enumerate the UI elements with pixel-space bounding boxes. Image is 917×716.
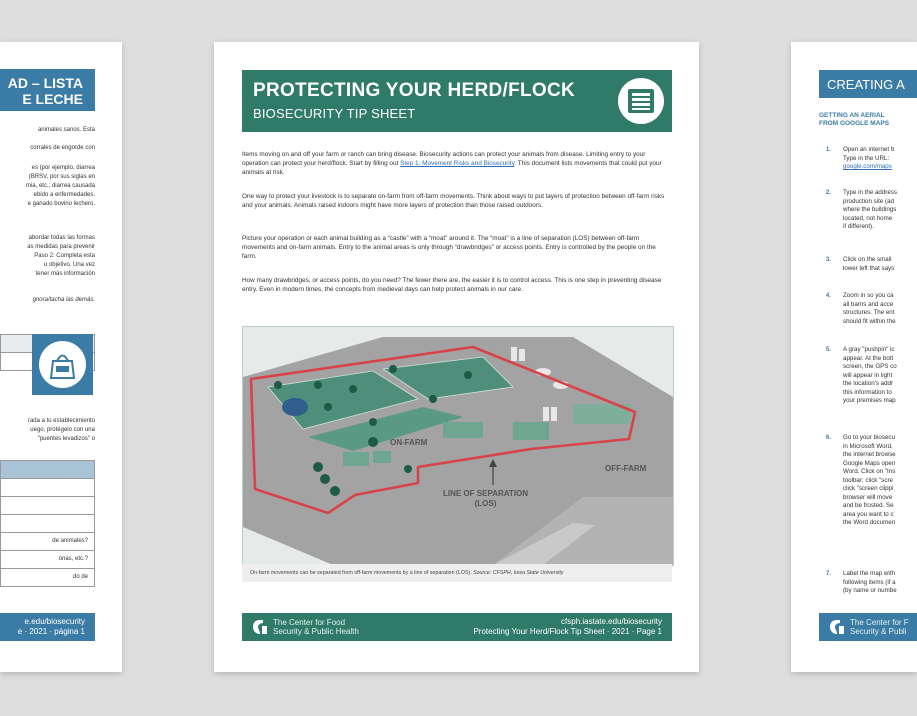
left-text-line: animales sanos. Esta — [37, 127, 95, 133]
los-label-line1: LINE OF SEPARATION — [443, 489, 529, 498]
right-page-preview[interactable] — [791, 42, 917, 672]
list-line: click "screen clippi — [843, 485, 894, 492]
list-number: 2. — [825, 189, 831, 196]
table-cell — [1, 478, 94, 496]
footer-website: cfsph.iastate.edu/biosecurity — [561, 617, 662, 626]
list-number: 1. — [825, 146, 831, 153]
list-line: A gray "pushpin" ic — [843, 346, 895, 353]
right-footer-org — [850, 618, 909, 636]
list-line: following items (if a — [843, 578, 896, 586]
list-line: toolbar; click "scre — [843, 476, 893, 484]
list-line: the location's addr — [843, 380, 894, 387]
table-cell — [1, 496, 94, 514]
off-farm-label: OFF-FARM — [605, 464, 647, 473]
drawbridge-paragraph: How many drawbridges, or access points, do you need? The fewer there are, the easier it is to control access. This is one step in preventing disease entry. Even in modern times, the concepts from medieval days can help protect animals in our care. — [242, 277, 662, 293]
table-cell: de animales? — [1, 532, 94, 550]
right-page-title: CREATING A — [827, 77, 905, 92]
left-page-title-line1: AD – LISTA — [7, 75, 83, 91]
table-header-cell — [1, 461, 94, 478]
list-line: should fit within the — [843, 317, 896, 325]
list-line: will appear in light — [843, 371, 893, 379]
caption-text: On-farm movements can be separated from off-farm movements by a line of separation (LOS). — [250, 570, 472, 576]
list-line: Go to your biosecu — [843, 434, 895, 441]
separation-paragraph: One way to protect your livestock is to separate on-farm from off-farm movements. Think about ways to put layers of protection between off-farm risks and your animals. Animals raised indoors might have more layers of protection than those raised outdoors. — [242, 193, 665, 209]
google-maps-link[interactable]: google.com/maps — [843, 163, 892, 170]
left-text-line: as medidas para prevenir — [27, 244, 95, 250]
intro-text: Items moving on and off your farm or ranch can bring disease. Biosecurity actions can protect your animals from disease. Limiting entry to your operation can protect your herd/flock. Start by filling out — [242, 151, 646, 167]
list-line: in Microsoft Word, — [843, 442, 893, 450]
title-banner — [242, 70, 672, 132]
page-subtitle: BIOSECURITY TIP SHEET — [253, 106, 416, 121]
plan-bag-icon — [39, 341, 86, 388]
list-line: if different). — [843, 223, 874, 230]
left-footer-meta: e · 2021 · página 1 — [17, 627, 85, 636]
list-line: structures. The ent — [843, 309, 895, 316]
left-text-line: mia, etc.; diarrea causada — [25, 183, 95, 189]
list-line: Google Maps open — [843, 459, 896, 467]
right-subtitle-line1: GETTING AN AERIAL — [819, 112, 885, 119]
right-page-title-banner — [819, 70, 917, 98]
step1-link[interactable]: Step 1: Movement Risks and Biosecurity — [400, 160, 515, 167]
right-page-subtitle — [819, 112, 889, 128]
document-list-icon — [618, 78, 664, 124]
list-line: and be frosted. Se — [843, 502, 894, 509]
list-line: Type in the address — [843, 189, 898, 196]
left-text-line: rada a tu establecimiento — [27, 418, 95, 424]
right-subtitle-line2: FROM GOOGLE MAPS — [819, 120, 890, 127]
list-line: Click on the small — [843, 256, 892, 263]
right-footer-org-line2: Security & Publi — [850, 627, 907, 636]
left-text-line: e ganado bovino lechero. — [27, 201, 95, 207]
farm-illustration — [242, 326, 674, 566]
figure-caption — [242, 564, 672, 582]
intro-text-end: . This document lists movements that could put your animals at risk. — [242, 160, 662, 176]
list-number: 5. — [825, 346, 831, 353]
footer-org-name — [273, 618, 359, 636]
footer-org-line1: The Center for Food — [273, 618, 346, 627]
intro-paragraph — [242, 150, 672, 177]
left-page-title-line2: E LECHE — [22, 91, 83, 107]
list-number: 6. — [825, 434, 831, 441]
caption-source: Source: CFSPH, Iowa State University — [473, 570, 564, 576]
left-text-line: corrales de engorde con — [30, 145, 95, 151]
list-line: the internet browse — [843, 451, 896, 458]
line-of-separation-label — [443, 489, 528, 509]
left-text-line: Paso 2: Completa esta — [34, 253, 95, 259]
left-text-line: (BRSV, por sus siglas en — [28, 174, 95, 180]
page-title: PROTECTING YOUR HERD/FLOCK — [253, 80, 576, 101]
list-line: all barns and acce — [843, 300, 894, 308]
table-cell: do de — [1, 568, 94, 586]
list-number: 4. — [825, 292, 831, 299]
page-footer — [242, 613, 672, 641]
list-line: appear. At the bott — [843, 354, 894, 362]
list-line: your premises map — [843, 397, 896, 404]
table-cell — [1, 514, 94, 532]
list-line: where the buildings — [843, 206, 897, 213]
right-page-footer — [819, 613, 917, 641]
list-line: lower left that says — [843, 264, 895, 272]
cfsph-logo-icon — [829, 619, 845, 635]
footer-page-info: Protecting Your Herd/Flock Tip Sheet · 2021 · Page 1 — [473, 627, 662, 636]
left-text-line: "puentes levadizos" o — [37, 436, 95, 442]
left-text-line: tener más información — [35, 271, 95, 277]
castle-paragraph: Picture your operation or each animal building as a “castle” with a “moat” around it. The “moat” is a line of separation (LOS) between off-farm movements and on-farm animals. Entry to the animal areas is only through “drawbridges” or access points. Entry is controlled by the people on the farm. — [242, 235, 656, 260]
left-text-line: uego, protégelo con una — [30, 427, 95, 433]
left-page-title-banner — [0, 69, 95, 111]
left-checklist-table — [0, 460, 95, 587]
left-footer-site: e.edu/biosecurity — [24, 617, 85, 626]
left-text-line: abordar todas las formas — [28, 235, 95, 241]
right-footer-org-line1: The Center for F — [850, 618, 909, 627]
footer-org-line2: Security & Public Health — [273, 627, 359, 636]
main-page[interactable] — [214, 42, 699, 672]
list-number: 7. — [825, 570, 831, 577]
left-text-line: gnora/tacha las demás. — [32, 297, 95, 303]
cfsph-logo-icon — [252, 619, 268, 635]
list-line: Open an internet b — [843, 146, 895, 153]
left-page-preview[interactable] — [0, 42, 122, 672]
list-line: the Word documen — [843, 519, 896, 526]
left-text-line: ebido a enfermedades. — [33, 192, 95, 198]
los-label-line2: (LOS) — [474, 499, 497, 508]
list-line: area you want to c — [843, 510, 894, 518]
list-line: screen, the GPS co — [843, 363, 897, 370]
list-line: (by name or numbe — [843, 587, 897, 594]
list-line: Label the map with — [843, 570, 895, 577]
left-page-footer — [0, 613, 95, 641]
farm-illustration-graphic — [243, 327, 673, 565]
list-line: production site (ad — [843, 197, 894, 205]
plan-icon-box — [32, 334, 93, 395]
list-line: browser will move — [843, 493, 893, 501]
on-farm-label: ON-FARM — [390, 438, 428, 447]
left-text-line: u objetivo. Una vez — [43, 262, 95, 268]
list-line: Word. Click on "Ins — [843, 468, 896, 475]
list-line: Type in the URL: — [843, 154, 890, 162]
left-text-line: es (por ejemplo, diarrea — [31, 165, 95, 171]
list-line: located, not home — [843, 214, 893, 222]
list-number: 3. — [825, 256, 831, 263]
table-cell: onas, etc.? — [1, 550, 94, 568]
list-line: this information to — [843, 388, 892, 396]
list-line: Zoom in so you ca — [843, 292, 894, 299]
